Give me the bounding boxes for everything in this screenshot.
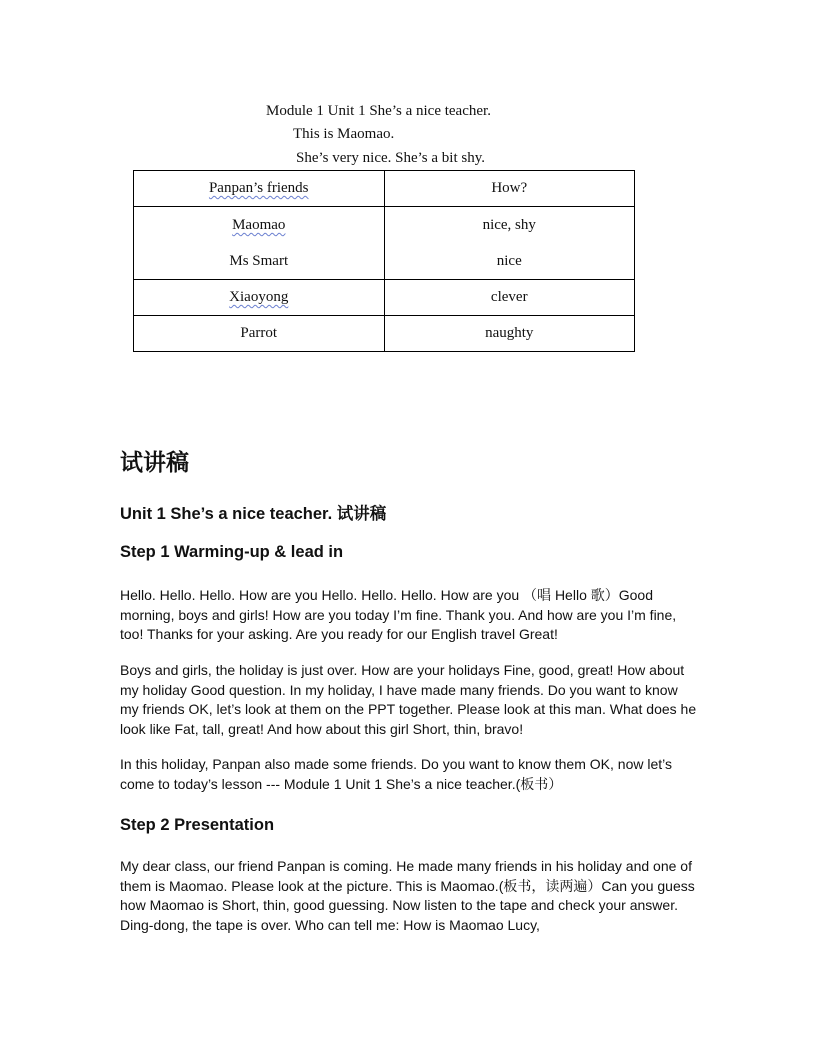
step2-paragraph: My dear class, our friend Panpan is coming. He made many friends in his holiday and one of them is Maomao. Please look at the picture. This is Maomao.(板书，读两遍）Can you guess how Maomao is Short, thin, good guessing. Now listen to the tape and check your answer. Ding-dong, the tape is over. Who can tell me: How is Maomao Lucy, [120, 858, 695, 933]
friend-trait: naughty [384, 316, 635, 352]
friends-table [133, 170, 635, 352]
board-line-title: Module 1 Unit 1 She’s a nice teacher. [266, 103, 491, 119]
board-line-description: She’s very nice. She’s a bit shy. [296, 150, 486, 166]
step1-paragraph: Boys and girls, the holiday is just over. How are your holidays Fine, good, great! How about my holiday Good question. In my holiday, I have made many friends. Do you want to know my friends OK, let’s look at them on the PPT together. Please look at this man. What does he look like Fat, tall, great! And how about this girl Short, thin, bravo! [120, 662, 697, 737]
friend-trait: nice, shy [482, 217, 536, 233]
friend-traits-cell [384, 207, 635, 280]
table-row [134, 280, 635, 316]
friend-names-cell [134, 207, 385, 280]
friend-name: Xiaoyong [134, 280, 385, 316]
board-line-intro: This is Maomao. [293, 126, 395, 142]
column-header-how: How? [384, 171, 635, 207]
column-header-friends: Panpan’s friends [134, 171, 385, 207]
table-row [134, 316, 635, 352]
page-title: 试讲稿 [120, 449, 189, 475]
step1-paragraph: Hello. Hello. Hello. How are you Hello. Hello. Hello. How are you （唱 Hello 歌）Good morning, boys and girls! How are you today I’m fine. Thank you. And how are you I’m fine, too! Thanks for your asking. Are you ready for our English travel Great! [120, 587, 677, 643]
table-header-row [134, 171, 635, 207]
step1-paragraph: In this holiday, Panpan also made some friends. Do you want to know them OK, now let’s come to today’s lesson --- Module 1 Unit 1 She’s a nice teacher.(板书） [120, 756, 672, 792]
unit-heading: Unit 1 She’s a nice teacher. 试讲稿 [120, 505, 387, 523]
friend-name: Ms Smart [229, 253, 289, 269]
friend-name: Maomao [232, 217, 286, 233]
friend-name: Parrot [134, 316, 385, 352]
step2-heading: Step 2 Presentation [120, 816, 275, 834]
friend-trait: nice [496, 253, 522, 269]
table-row [134, 207, 635, 280]
step1-heading: Step 1 Warming-up & lead in [120, 543, 344, 561]
friend-trait: clever [384, 280, 635, 316]
